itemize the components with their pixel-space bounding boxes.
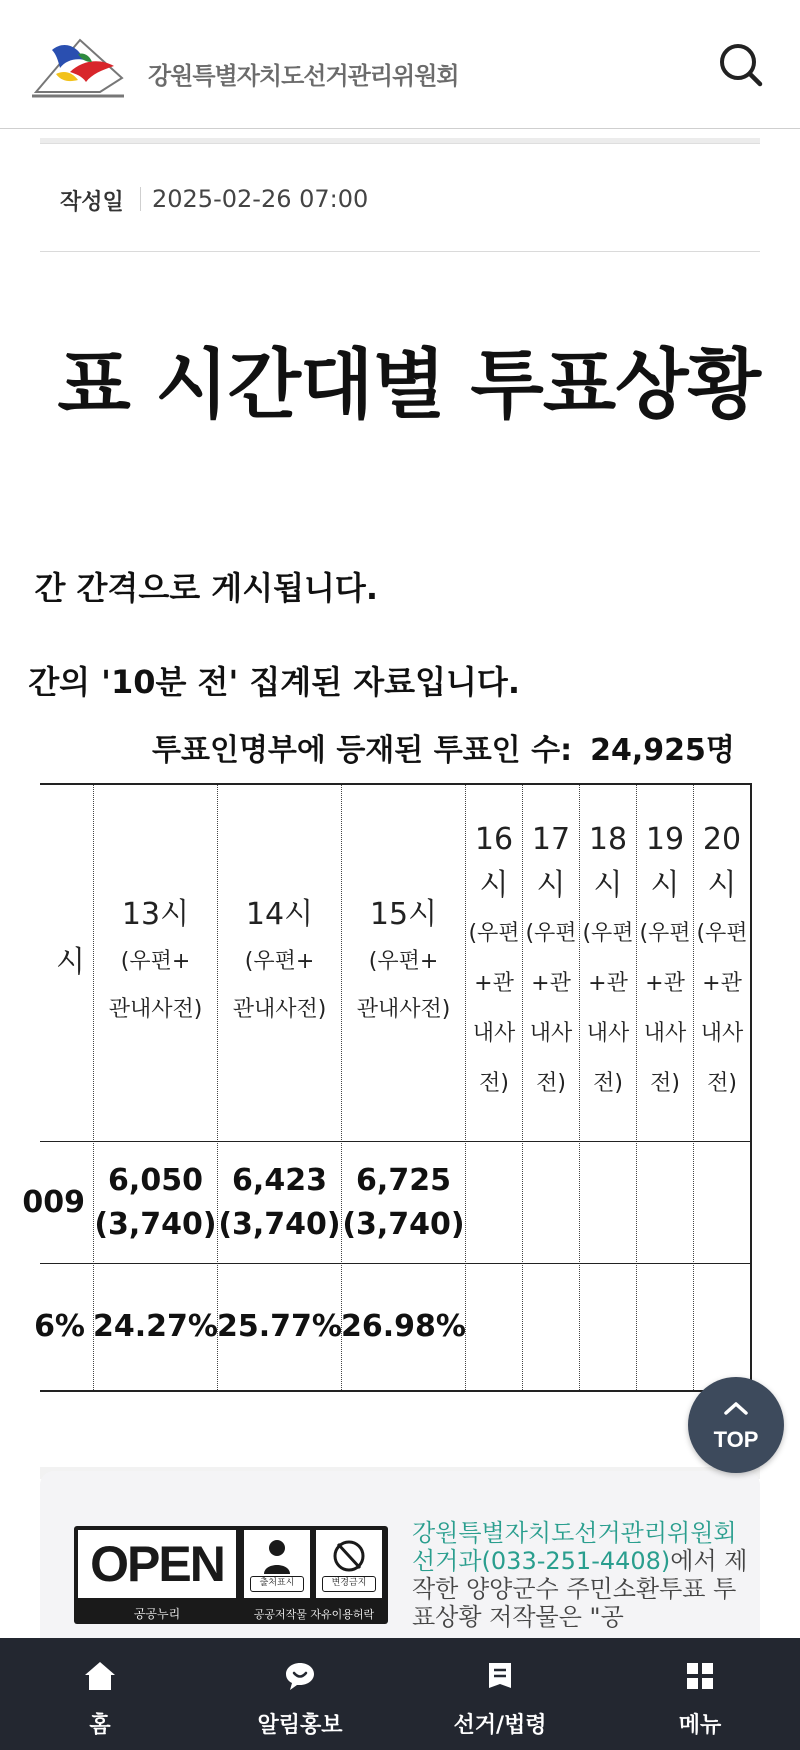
turnout-rate: 25.77% — [217, 1309, 342, 1344]
vote-count: 6,725 — [356, 1162, 451, 1198]
count-cell — [580, 1142, 636, 1263]
header-cell — [218, 785, 341, 1141]
count-cell — [94, 1142, 217, 1263]
kogl-badge[interactable] — [74, 1526, 388, 1624]
count-cell — [466, 1142, 522, 1263]
header-cell — [694, 785, 750, 1141]
no-change-icon — [316, 1530, 382, 1598]
turnout-table[interactable] — [22, 783, 752, 1392]
nav-item-menu[interactable] — [620, 1638, 780, 1750]
early-vote-count: (3,740) — [94, 1206, 217, 1242]
meta-label: 작성일 — [60, 190, 124, 215]
rate-cell — [466, 1264, 522, 1390]
org-title[interactable]: 강원특별자치도선거관리위원회 — [148, 62, 459, 90]
count-cell — [523, 1142, 579, 1263]
chat-icon — [284, 1660, 316, 1692]
post-meta — [40, 181, 760, 221]
hour-label: 14시 — [245, 897, 314, 932]
vote-count: 009 — [22, 1184, 85, 1220]
hour-label: 16시 — [474, 822, 514, 903]
nav-label-law: 선거/법령 — [453, 1713, 547, 1738]
nav-label-home: 홈 — [89, 1713, 111, 1738]
count-cell — [637, 1142, 693, 1263]
nav-item-notice[interactable] — [220, 1638, 380, 1750]
header-cell — [94, 785, 217, 1141]
bottom-nav — [0, 1638, 800, 1750]
open-label: OPEN — [90, 1536, 224, 1592]
content-top-divider — [40, 138, 760, 144]
nav-item-home[interactable] — [20, 1638, 180, 1750]
rate-cell — [694, 1264, 750, 1390]
license-text — [412, 1519, 752, 1631]
license-text-rest: 에서 제작한 양양군수 주민소환투표 투표상황 저작물은 "공 — [412, 1547, 748, 1631]
source-label: 출처표시 — [250, 1576, 304, 1592]
hour-sub-label: (우편+관내사전) — [639, 921, 691, 1096]
table-row-divider — [40, 1141, 752, 1142]
law-book-icon — [484, 1660, 516, 1692]
header-cell — [637, 785, 693, 1141]
voter-count-value: 24,925명 — [590, 733, 735, 768]
hour-sub-label: (우편+관내사전) — [468, 921, 520, 1096]
notice-line-2: 간의 '10분 전' 집계된 자료입니다. — [28, 663, 520, 701]
rate-cell — [94, 1264, 217, 1390]
hour-label: 시 — [56, 945, 85, 980]
site-header — [0, 0, 800, 129]
nav-label-menu: 메뉴 — [678, 1713, 722, 1738]
voter-count-label: 투표인명부에 등재된 투표인 수: — [152, 733, 573, 768]
table-column — [694, 785, 750, 1390]
license-text-highlight[interactable]: 강원특별자치도선거관리위원회 선거과(033-251-4408) — [412, 1519, 737, 1575]
nav-label-notice: 알림홍보 — [257, 1713, 343, 1738]
hour-sub-label: (우편+관내사전) — [582, 921, 634, 1096]
vote-count: 6,423 — [232, 1162, 327, 1198]
header-cell — [523, 785, 579, 1141]
table-column — [94, 785, 218, 1390]
meta-divider — [40, 251, 760, 252]
free-use-label: 공공저작물 자유이용허락 — [253, 1608, 375, 1621]
table-column — [342, 785, 466, 1390]
grid-menu-icon — [684, 1660, 716, 1692]
hour-label: 17시 — [531, 822, 571, 903]
search-icon[interactable] — [716, 40, 766, 90]
rate-cell — [580, 1264, 636, 1390]
count-cell — [22, 1142, 93, 1263]
turnout-rate: 26.98% — [341, 1309, 466, 1344]
post-content — [22, 129, 760, 1479]
count-cell — [342, 1142, 465, 1263]
header-cell — [580, 785, 636, 1141]
table-column — [580, 785, 637, 1390]
header-cell — [466, 785, 522, 1141]
hour-label: 20시 — [702, 822, 742, 903]
voter-count — [152, 725, 752, 769]
rate-cell — [218, 1264, 341, 1390]
count-cell — [218, 1142, 341, 1263]
hour-sub-label: (우편+관내사전) — [696, 921, 748, 1096]
hour-label: 15시 — [369, 897, 438, 932]
early-vote-count: (3,740) — [218, 1206, 341, 1242]
notice-line-1: 간 간격으로 게시됩니다. — [34, 569, 378, 607]
hour-sub-label: (우편+ 관내사전) — [108, 949, 203, 1022]
meta-date: 2025-02-26 07:00 — [152, 185, 369, 213]
hour-sub-label: (우편+ 관내사전) — [356, 949, 451, 1022]
header-cell — [30, 785, 93, 1141]
hour-label: 19시 — [645, 822, 685, 903]
hour-label: 18시 — [588, 822, 628, 903]
turnout-rate: 6% — [34, 1309, 85, 1344]
nuri-label: 공공누리 — [133, 1607, 181, 1621]
early-vote-count: (3,740) — [342, 1206, 465, 1242]
rate-cell — [523, 1264, 579, 1390]
turnout-rate: 24.27% — [93, 1309, 218, 1344]
source-attribution-icon — [244, 1530, 310, 1598]
table-column — [523, 785, 580, 1390]
table-column — [466, 785, 523, 1390]
count-cell — [694, 1142, 750, 1263]
post-title: 표 시간대별 투표상황 — [57, 340, 760, 429]
rate-cell — [30, 1264, 93, 1390]
vote-count: 6,050 — [108, 1162, 203, 1198]
scroll-top-label: TOP — [713, 1427, 759, 1452]
election-commission-logo[interactable] — [30, 30, 128, 100]
hour-sub-label: (우편+ 관내사전) — [232, 949, 327, 1022]
table-column — [22, 785, 94, 1390]
table-column — [218, 785, 342, 1390]
home-icon — [84, 1660, 116, 1692]
header-cell — [342, 785, 465, 1141]
meta-separator — [140, 187, 141, 211]
chevron-up-icon — [724, 1401, 748, 1415]
table-row-divider — [40, 1263, 752, 1264]
table-column — [637, 785, 694, 1390]
no-change-label: 변경금지 — [322, 1576, 376, 1592]
nav-item-law[interactable] — [420, 1638, 580, 1750]
open-logo — [78, 1530, 236, 1598]
rate-cell — [637, 1264, 693, 1390]
hour-label: 13시 — [121, 897, 190, 932]
hour-sub-label: (우편+관내사전) — [525, 921, 577, 1096]
rate-cell — [342, 1264, 465, 1390]
scroll-top-button[interactable] — [688, 1377, 784, 1473]
